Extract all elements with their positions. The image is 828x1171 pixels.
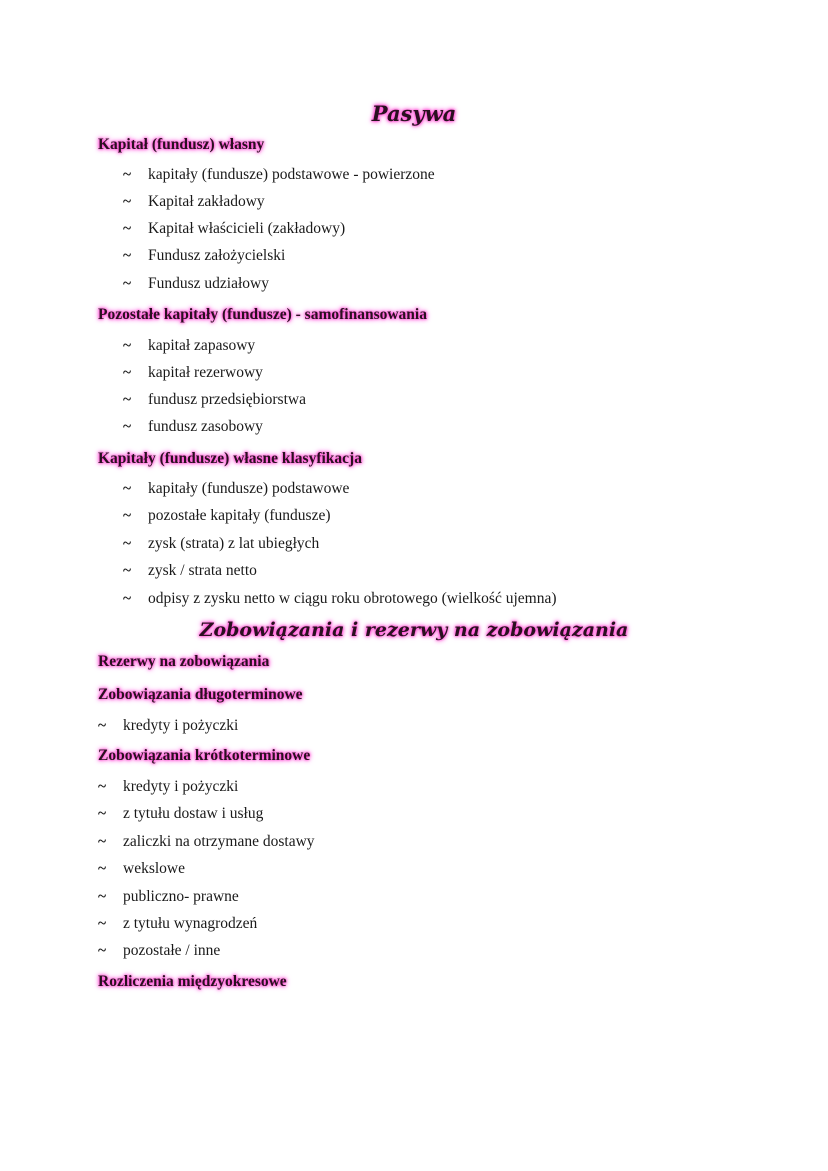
tilde-bullet: ~ — [123, 337, 132, 354]
heading-pozostale-kapitaly: Pozostałe kapitały (fundusze) - samofinansowania — [98, 306, 427, 323]
list-item: ~ z tytułu wynagrodzeń — [98, 915, 258, 932]
list-item: ~ kredyty i pożyczki — [98, 717, 239, 734]
list-item: ~ zysk / strata netto — [123, 562, 257, 579]
list-item: ~ pozostałe / inne — [98, 942, 221, 959]
tilde-bullet: ~ — [98, 805, 107, 822]
tilde-bullet: ~ — [98, 778, 107, 795]
tilde-bullet: ~ — [123, 391, 132, 408]
tilde-bullet: ~ — [123, 166, 132, 183]
heading-kapitaly-klasyfikacja: Kapitały (fundusze) własne klasyfikacja — [98, 450, 362, 467]
tilde-bullet: ~ — [98, 860, 107, 877]
list-item: ~ Kapitał zakładowy — [123, 193, 265, 210]
list-item: ~ pozostałe kapitały (fundusze) — [123, 507, 331, 524]
list-item: ~ kredyty i pożyczki — [98, 778, 239, 795]
heading-zobowiazania-krotkoterminowe: Zobowiązania krótkoterminowe — [98, 747, 311, 764]
list-item: ~ kapitały (fundusze) podstawowe - powierzone — [123, 166, 435, 183]
tilde-bullet: ~ — [123, 535, 132, 552]
list-item: ~ Fundusz założycielski — [123, 247, 286, 264]
list-item: ~ kapitał zapasowy — [123, 337, 256, 354]
tilde-bullet: ~ — [123, 590, 132, 607]
tilde-bullet: ~ — [123, 418, 132, 435]
tilde-bullet: ~ — [123, 247, 132, 264]
tilde-bullet: ~ — [98, 915, 107, 932]
list-item: ~ odpisy z zysku netto w ciągu roku obrotowego (wielkość ujemna) — [123, 590, 557, 607]
tilde-bullet: ~ — [123, 480, 132, 497]
tilde-bullet: ~ — [123, 507, 132, 524]
list-item: ~ fundusz zasobowy — [123, 418, 263, 435]
tilde-bullet: ~ — [98, 942, 107, 959]
list-item: ~ wekslowe — [98, 860, 185, 877]
tilde-bullet: ~ — [123, 275, 132, 292]
heading-kapital-wlasny: Kapitał (fundusz) własny — [98, 136, 265, 153]
list-item: ~ zysk (strata) z lat ubiegłych — [123, 535, 320, 552]
tilde-bullet: ~ — [123, 193, 132, 210]
tilde-bullet: ~ — [123, 220, 132, 237]
list-item: ~ Kapitał właścicieli (zakładowy) — [123, 220, 346, 237]
list-item: ~ kapitały (fundusze) podstawowe — [123, 480, 350, 497]
list-item: ~ zaliczki na otrzymane dostawy — [98, 833, 315, 850]
tilde-bullet: ~ — [98, 833, 107, 850]
section-title-zobowiazania: Zobowiązania i rezerwy na zobowiązania — [199, 619, 629, 641]
tilde-bullet: ~ — [98, 717, 107, 734]
heading-rezerwy: Rezerwy na zobowiązania — [98, 653, 270, 670]
tilde-bullet: ~ — [123, 364, 132, 381]
list-item: ~ Fundusz udziałowy — [123, 275, 269, 292]
heading-rozliczenia: Rozliczenia międzyokresowe — [98, 973, 287, 990]
tilde-bullet: ~ — [98, 888, 107, 905]
page-title: Pasywa — [371, 101, 457, 126]
list-item: ~ kapitał rezerwowy — [123, 364, 263, 381]
list-item: ~ fundusz przedsiębiorstwa — [123, 391, 306, 408]
list-item: ~ publiczno- prawne — [98, 888, 239, 905]
list-item: ~ z tytułu dostaw i usług — [98, 805, 264, 822]
tilde-bullet: ~ — [123, 562, 132, 579]
heading-zobowiazania-dlugoterminowe: Zobowiązania długoterminowe — [98, 686, 303, 703]
